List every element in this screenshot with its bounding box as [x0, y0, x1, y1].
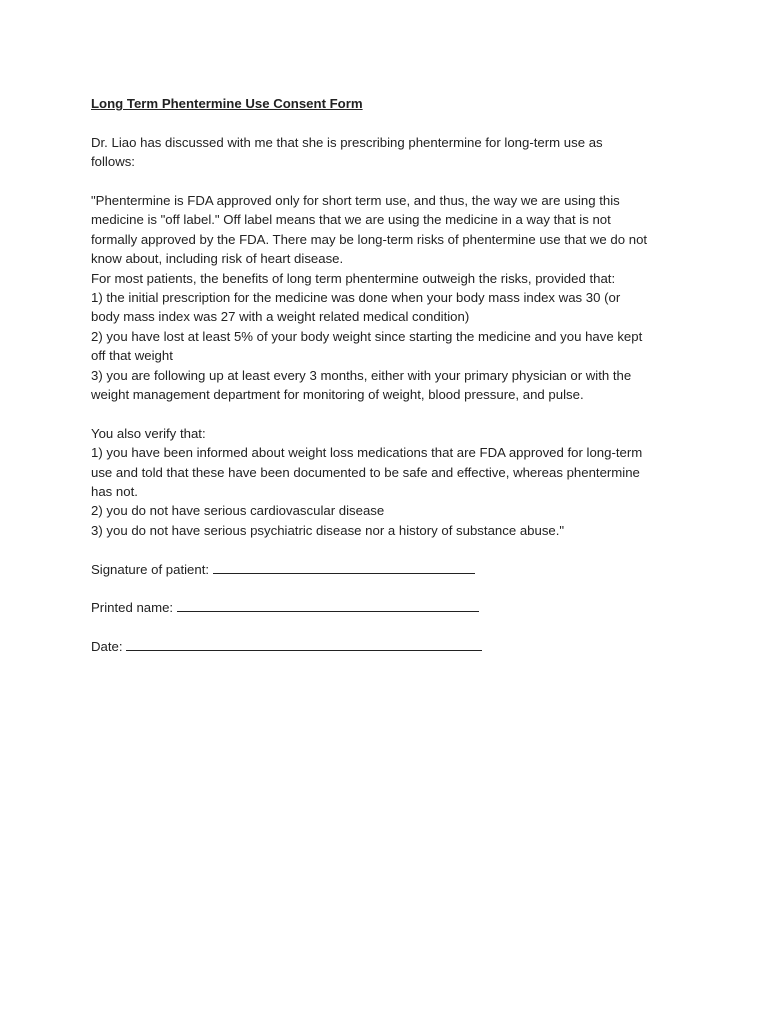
printed-name-row	[91, 598, 691, 617]
verify-line: has not.	[91, 484, 138, 500]
verify-line: 2) you do not have serious cardiovascular disease	[91, 503, 385, 519]
statement-line: 1) the initial prescription for the medicine was done when your body mass index was 30 (or	[91, 290, 621, 306]
printed-name-label: Printed name:	[91, 600, 174, 616]
statement-line: body mass index was 27 with a weight related medical condition)	[91, 309, 470, 325]
form-title: Long Term Phentermine Use Consent Form	[91, 96, 363, 111]
intro-line: follows:	[91, 154, 135, 170]
statement-line: weight management department for monitoring of weight, blood pressure, and pulse.	[91, 387, 584, 403]
verify-paragraph	[91, 424, 691, 540]
statement-line: know about, including risk of heart disease.	[91, 251, 344, 267]
statement-line: "Phentermine is FDA approved only for short term use, and thus, the way we are using this	[91, 193, 620, 208]
verify-line: 3) you do not have serious psychiatric disease nor a history of substance abuse."	[91, 522, 565, 538]
statement-line: 3) you are following up at least every 3 months, either with your primary physician or with the	[91, 367, 632, 383]
consent-form-page	[91, 94, 691, 676]
statement-line: off that weight	[91, 348, 173, 364]
statement-line: 2) you have lost at least 5% of your body weight since starting the medicine and you have kept	[91, 328, 643, 344]
statement-line: formally approved by the FDA. There may be long-term risks of phentermine use that we do not	[91, 231, 648, 247]
patient-signature-label: Signature of patient:	[91, 561, 210, 577]
verify-line: 1) you have been informed about weight loss medications that are FDA approved for long-term	[91, 445, 643, 461]
intro-paragraph	[91, 133, 691, 172]
patient-signature-line[interactable]	[213, 561, 475, 574]
intro-line: Dr. Liao has discussed with me that she is prescribing phentermine for long-term use as	[91, 134, 603, 150]
statement-line: medicine is "off label." Off label means that we are using the medicine in a way that is not	[91, 212, 611, 228]
date-line[interactable]	[126, 638, 482, 651]
printed-name-line[interactable]	[177, 599, 479, 612]
verify-line: You also verify that:	[91, 425, 206, 441]
date-row	[91, 637, 691, 656]
statement-paragraph	[91, 191, 691, 404]
statement-line: For most patients, the benefits of long term phentermine outweigh the risks, provided that:	[91, 270, 616, 286]
date-label: Date:	[91, 639, 123, 655]
verify-line: use and told that these have been documented to be safe and effective, whereas phentermine	[91, 464, 640, 480]
patient-signature-row	[91, 560, 691, 579]
